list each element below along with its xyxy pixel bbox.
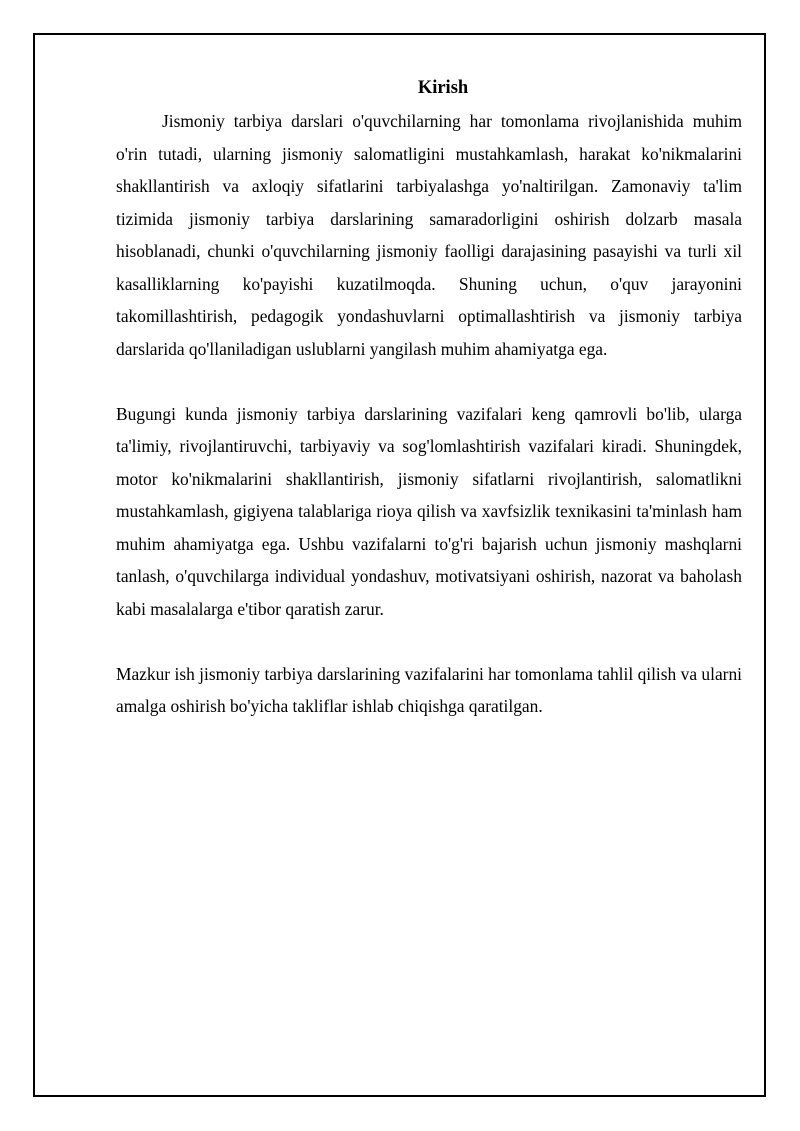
paragraph-3: Mazkur ish jismoniy tarbiya darslarining vazifalarini har tomonlama tahlil qilish va ularni amalga oshirish bo'yicha takliflar ishlab chiqishga qaratilgan. (116, 663, 742, 716)
paragraph-2: Bugungi kunda jismoniy tarbiya darslarining vazifalari keng qamrovli bo'lib, ularga ta'limiy, rivojlantiruvchi, tarbiyaviy va sog'lomlashtirish vazifalari kiradi. Shuningdek, motor ko'nikmalarini shakllantirish, jismoniy sifatlarni rivojlantirish, salomatlikni mustahkamlash, gigiyena talablariga rioya qilish va xavfsizlik texnikasini ta'minlash ham muhim ahamiyatga ega. Ushbu vazifalarni to'g'ri bajarish uchun jismoniy mashqlarni tanlash, o'quvchilarga individual yondashuv, motivatsiyani oshirish, nazorat va baholash kabi masalalarga e'tibor qaratish zarur. (116, 403, 742, 619)
paragraph-spacer (116, 365, 742, 398)
document-body (116, 72, 742, 723)
paragraph-spacer (116, 625, 742, 658)
document-title: Kirish (417, 78, 469, 98)
paragraph-1: Jismoniy tarbiya darslari o'quvchilarning har tomonlama rivojlanishida muhim o'rin tutadi, ularning jismoniy salomatligini mustahkamlash, harakat ko'nikmalarini shakllantirish va axloqiy sifatlarini tarbiyalashga yo'naltirilgan. Zamonaviy ta'lim tizimida jismoniy tarbiya darslarining samaradorligini oshirish dolzarb masala hisoblanadi, chunki o'quvchilarning jismoniy faolligi darajasining pasayishi va turli xil kasalliklarning ko'payishi kuzatilmoqda. Shuning uchun, o'quv jarayonini takomillashtirish, pedagogik yondashuvlarni optimallashtirish va jismoniy tarbiya darslarida qo'llaniladigan uslublarni yangilash muhim ahamiyatga ega. (116, 111, 742, 359)
